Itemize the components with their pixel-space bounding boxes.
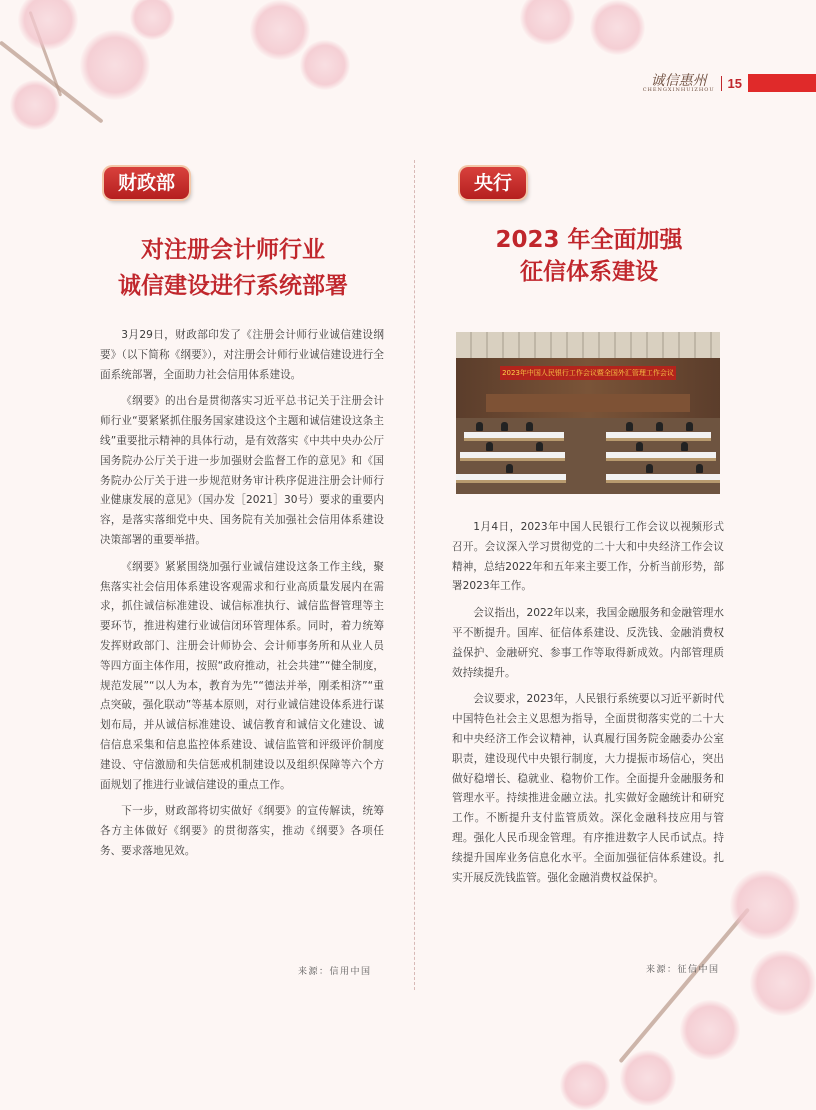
- article-body-left: [100, 326, 384, 869]
- column-divider: [414, 160, 415, 990]
- paragraph: 下一步，财政部将切实做好《纲要》的宣传解读，统筹各方主体做好《纲要》的贯彻落实，推动《纲要》各项任务、要求落地见效。: [100, 805, 384, 857]
- article-title-left: 对注册会计师行业 诚信建设进行系统部署: [118, 237, 348, 299]
- section-badge-right: 央行: [460, 167, 526, 199]
- paragraph: 1月4日，2023年中国人民银行工作会议以视频形式召开。会议深入学习贯彻党的二十大和中央经济工作会议精神，总结2022年和五年来主要工作，分析当前形势，部署2023年工作。: [452, 521, 724, 593]
- paragraph: 会议要求，2023年，人民银行系统要以习近平新时代中国特色社会主义思想为指导，全面贯彻落实党的二十大和中央经济工作会议精神，认真履行国务院金融委办公室职责，建设现代中央银行制度，大力提振市场信心，突出做好稳增长、稳就业、稳物价工作。全面提升金融服务和管理水平。持续推进金融立法。扎实做好金融统计和研究工作。不断提升支付监管质效。深化金融科技应用与管理。强化人民币现金管理。有序推进数字人民币试点。持续提升国库业务信息化水平。全面加强征信体系建设。扎实开展反洗钱监管。强化金融消费权益保护。: [452, 693, 724, 884]
- paragraph: 会议指出，2022年以来，我国金融服务和金融管理水平不断提升。国库、征信体系建设、反洗钱、金融消费权益保护、金融研究、参事工作等取得新成效。内部管理质效持续提升。: [452, 607, 724, 679]
- paragraph: 3月29日，财政部印发了《注册会计师行业诚信建设纲要》（以下简称《纲要》），对注册会计师行业诚信建设进行全面系统部署，全面助力社会信用体系建设。: [100, 329, 384, 381]
- source-right: 来源：征信中国: [646, 965, 720, 975]
- conference-photo: [456, 332, 720, 494]
- page-header: [643, 72, 816, 94]
- page-number: 15: [721, 76, 748, 91]
- photo-banner: 2023年中国人民银行工作会议暨全国外汇管理工作会议: [500, 366, 676, 380]
- header-accent-bar: [748, 74, 816, 92]
- section-badge-left: 财政部: [104, 167, 189, 199]
- article-body-right: [452, 518, 724, 895]
- paragraph: 《纲要》的出台是贯彻落实习近平总书记关于注册会计师行业“要紧紧抓住服务国家建设这个主题和诚信建设这条主线”重要批示精神的具体行动，是有效落实《中共中央办公厅 国务院办公厅关于进一步加强财会监督工作的意见》和《国务院办公厅关于进一步规范财务审计秩序促进注册会计师行业健康发展的意见》（国办发［2021］30号）要求的重要内容，是落实落细党中央、国务院有关加强社会信用体系建设决策部署的重要举措。: [100, 395, 384, 546]
- article-title-right: 2023 年全面加强 征信体系建设: [495, 227, 683, 285]
- paragraph: 《纲要》紧紧围绕加强行业诚信建设这条工作主线，聚焦落实社会信用体系建设客观需求和行业高质量发展内在需求，抓住诚信标准建设、诚信标准执行、诚信监督管理等主要环节，推进构建行业诚信闭环管理体系。同时，着力统筹发挥财政部门、注册会计师协会、会计师事务所和从业人员等四方面主体作用，按照“政府推动，社会共建”“健全制度，规范发展”“以人为本，教育为先”“德法并举，刚柔相济”“重点突破，强化联动”等基本原则，对行业诚信建设体系进行谋划布局，并从诚信标准建设、诚信教育和诚信文化建设、诚信信息采集和信息监控体系建设、诚信监管和评级评价制度建设、守信激励和失信惩戒机制建设以及组织保障等六个方面规划了推进行业诚信建设的重点工作。: [100, 560, 384, 791]
- magazine-logo: 诚信惠州 CHENGXINHUIZHOU: [642, 72, 715, 93]
- source-left: 来源：信用中国: [298, 967, 372, 977]
